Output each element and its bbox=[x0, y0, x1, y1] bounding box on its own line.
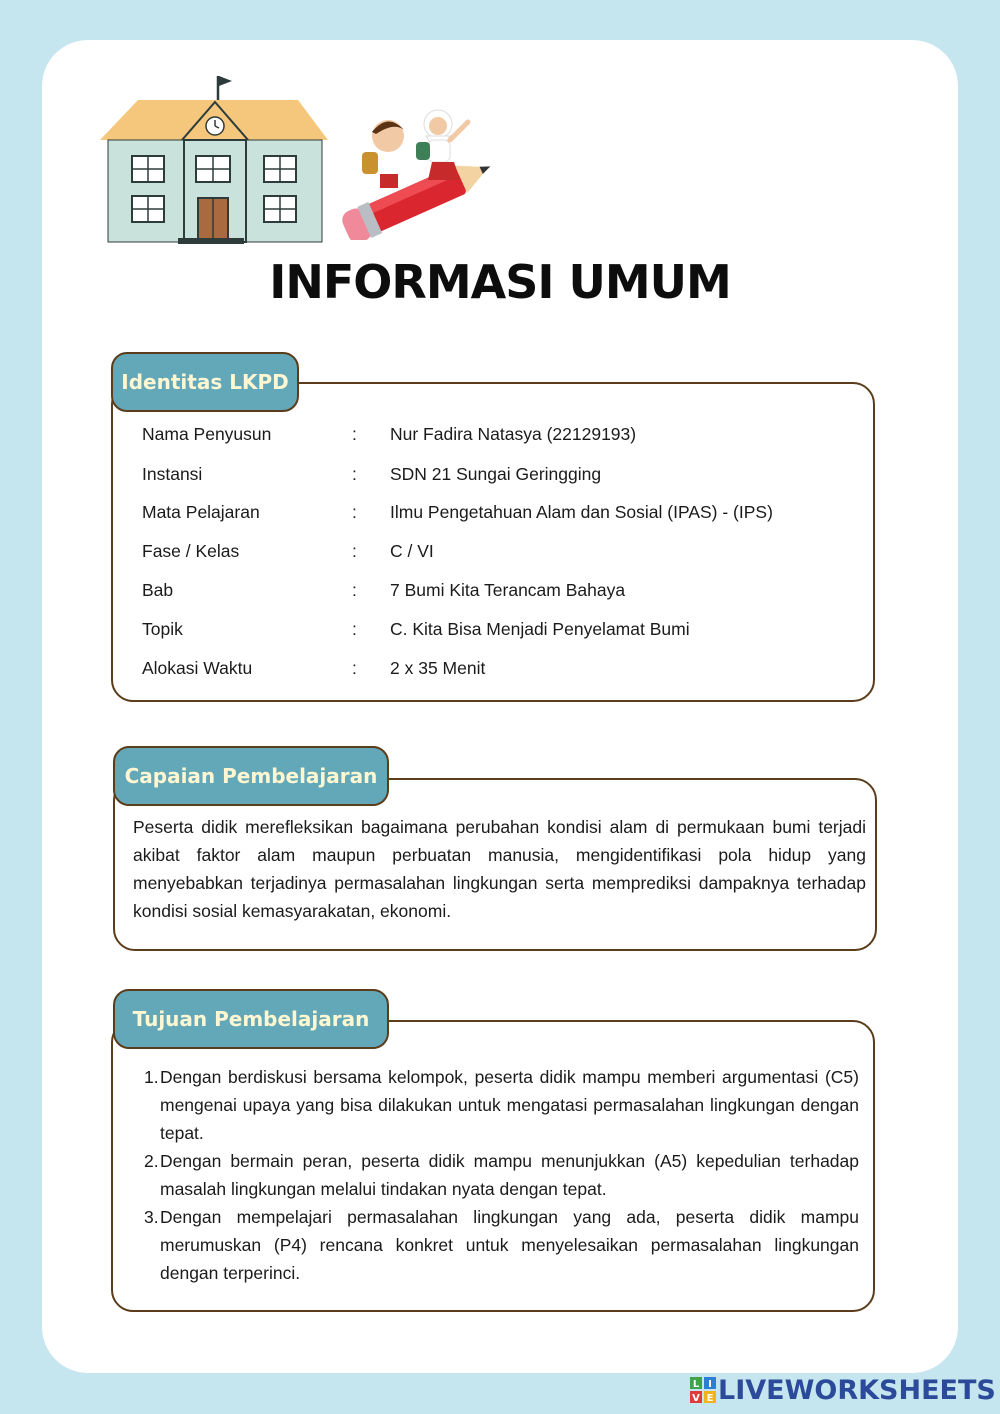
identity-label: Bab bbox=[142, 580, 174, 600]
kids-on-pencil-icon bbox=[336, 100, 506, 240]
badge-letter: V bbox=[692, 1393, 700, 1403]
identity-colon: : bbox=[352, 502, 357, 522]
identity-colon: : bbox=[352, 541, 357, 561]
liveworksheets-badge-icon bbox=[690, 1377, 716, 1403]
identity-label: Nama Penyusun bbox=[142, 424, 272, 444]
identitas-tab: Identitas LKPD bbox=[111, 352, 299, 412]
badge-letter: E bbox=[706, 1393, 714, 1403]
identity-label: Alokasi Waktu bbox=[142, 658, 253, 678]
identity-value: 7 Bumi Kita Terancam Bahaya bbox=[390, 580, 626, 600]
goal-item bbox=[144, 1147, 859, 1203]
liveworksheets-logo[interactable] bbox=[690, 1372, 996, 1408]
identity-colon: : bbox=[352, 619, 357, 639]
identity-value: Nur Fadira Natasya (22129193) bbox=[390, 424, 637, 444]
identity-colon: : bbox=[352, 464, 357, 484]
badge-letter: L bbox=[692, 1379, 700, 1390]
capaian-tab: Capaian Pembelajaran bbox=[113, 746, 389, 806]
identity-colon: : bbox=[352, 580, 357, 600]
identity-value: SDN 21 Sungai Geringging bbox=[390, 464, 602, 484]
goal-number: 3. bbox=[144, 1207, 159, 1227]
goal-text: Dengan berdiskusi bersama kelompok, peserta didik mampu memberi argumentasi (C5) mengenai upaya yang bisa dilakukan untuk mengatasi permasalahan lingkungan dengan tepat. bbox=[160, 1067, 859, 1143]
identity-value: Ilmu Pengetahuan Alam dan Sosial (IPAS) - (IPS) bbox=[390, 502, 773, 522]
identity-colon: : bbox=[352, 424, 357, 444]
identity-colon: : bbox=[352, 658, 357, 678]
identity-label: Fase / Kelas bbox=[142, 541, 240, 561]
liveworksheets-brand: LIVEWORKSHEETS bbox=[718, 1374, 996, 1406]
school-building-icon bbox=[98, 72, 330, 248]
identity-value: C / VI bbox=[390, 541, 434, 561]
badge-letter: I bbox=[708, 1379, 712, 1390]
page-title: INFORMASI UMUM bbox=[269, 255, 731, 309]
capaian-text: Peserta didik merefleksikan bagaimana perubahan kondisi alam di permukaan bumi terjadi akibat faktor alam maupun perbuatan manusia, mengidentifikasi pola hidup yang menyebabkan terjadinya permasalahan lingkungan serta memprediksi dampaknya terhadap kondisi sosial kemasyarakatan, ekonomi. bbox=[133, 817, 866, 921]
identity-value: C. Kita Bisa Menjadi Penyelamat Bumi bbox=[390, 619, 690, 639]
goals-list bbox=[144, 1063, 859, 1287]
identity-label: Topik bbox=[142, 619, 183, 639]
tujuan-tab: Tujuan Pembelajaran bbox=[113, 989, 389, 1049]
goal-item bbox=[144, 1203, 859, 1287]
goal-item bbox=[144, 1063, 859, 1147]
goal-text: Dengan bermain peran, peserta didik mampu menunjukkan (A5) kepedulian terhadap masalah lingkungan melalui tindakan nyata dengan tepat. bbox=[160, 1151, 859, 1199]
identity-label: Mata Pelajaran bbox=[142, 502, 260, 522]
identity-label: Instansi bbox=[142, 464, 203, 484]
goal-text: Dengan mempelajari permasalahan lingkungan yang ada, peserta didik mampu merumuskan (P4) rencana konkret untuk menyelesaikan permasalahan lingkungan dengan terperinci. bbox=[160, 1207, 859, 1283]
identity-value: 2 x 35 Menit bbox=[390, 658, 486, 678]
goal-number: 2. bbox=[144, 1151, 159, 1171]
goal-number: 1. bbox=[144, 1067, 159, 1087]
